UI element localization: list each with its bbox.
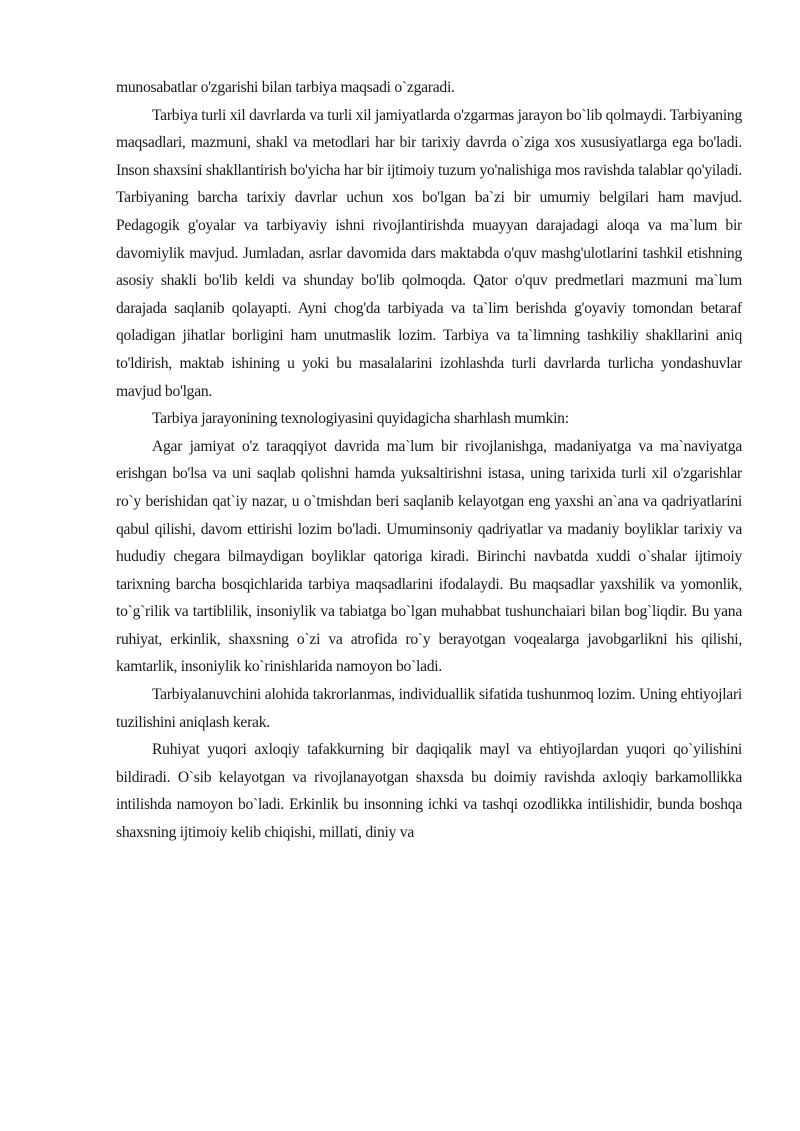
document-page	[116, 74, 742, 847]
paragraph-continuation: munosabatlar o'zgarishi bilan tarbiya maqsadi o`zgaradi.	[116, 79, 455, 96]
paragraph-ruhiyat: Ruhiyat yuqori axloqiy tafakkurning bir daqiqalik mayl va ehtiyojlardan yuqori qo`yilishini bildiradi. O`sib kelayotgan va rivojlanayotgan shaxsda bu doimiy ravishda axloqiy barkamollikka intilishda namoyon bo`ladi. Erkinlik bu insonning ichki va tashqi ozodlikka intilishidir, bunda boshqa shaxsning ijtimoiy kelib chiqishi, millati, diniy va	[116, 741, 742, 842]
paragraph-tarbiya-turli: Tarbiya turli xil davrlarda va turli xil jamiyatlarda o'zgarmas jarayon bo`lib qolmaydi. Tarbiyaning maqsadlari, mazmuni, shakl va metodlari har bir tarixiy davrda o`ziga xos xususiyatlarga ega bo'ladi. Inson shaxsini shakllantirish bo'yicha har bir ijtimoiy tuzum yo'nalishiga mos ravishda talablar qo'yiladi. Tarbiyaning barcha tarixiy davrlar uchun xos bo'lgan ba`zi bir umumiy belgilari ham mavjud. Pedagogik g'oyalar va tarbiyaviy ishni rivojlantirishda muayyan darajadagi aloqa va ma`lum bir davomiylik mavjud. Jumladan, asrlar davomida dars maktabda o'quv mashg'ulotlarini tashkil etishning asosiy shakli bo'lib keldi va shunday bo'lib qolmoqda. Qator o'quv predmetlari mazmuni ma`lum darajada saqlanib qolayapti. Ayni chog'da tarbiyada va ta`lim berishda g'oyaviy tomondan betaraf qoladigan jihatlar borligini ham unutmaslik lozim. Tarbiya va ta`limning tashkiliy shakllarini aniq to'ldirish, maktab ishining u yoki bu masalalarini izohlashda turli davrlarda turlicha yondashuvlar mavjud bo'lgan.	[116, 106, 742, 400]
paragraph-tarbiyalanuvchi: Tarbiyalanuvchini alohida takrorlanmas, individuallik sifatida tushunmoq lozim. Uning ehtiyojlari tuzilishini aniqlash kerak.	[116, 686, 742, 731]
paragraph-texnologiya: Tarbiya jarayonining texnologiyasini quyidagicha sharhlash mumkin:	[152, 410, 569, 428]
paragraph-agar-jamiyat: Agar jamiyat o'z taraqqiyot davrida ma`lum bir rivojlanishga, madaniyatga va ma`naviyatga erishgan bo'lsa va uni saqlab qolishni hamda yuksaltirishni istasa, uning tarixida turli xil o'zgarishlar ro`y berishidan qat`iy nazar, u o`tmishdan beri saqlanib kelayotgan eng yaxshi an`ana va qadriyatlarini qabul qilishi, davom ettirishi lozim bo'ladi. Umuminsoniy qadriyatlar va madaniy boyliklar tarixiy va hududiy chegara bilmaydigan boyliklar qatoriga kiradi. Birinchi navbatda xuddi o`shalar ijtimoiy tarixning barcha bosqichlarida tarbiya maqsadlarini ifodalaydi. Bu maqsadlar yaxshilik va yomonlik, to`g`rilik va tartiblilik, insoniylik va tabiatga bo`lgan muhabbat tushunchaiari bilan bog`liqdir. Bu yana ruhiyat, erkinlik, shaxsning o`zi va atrofida ro`y berayotgan voqealarga javobgarlikni his qilishi, kamtarlik, insoniylik ko`rinishlarida namoyon bo`ladi.	[116, 437, 742, 676]
